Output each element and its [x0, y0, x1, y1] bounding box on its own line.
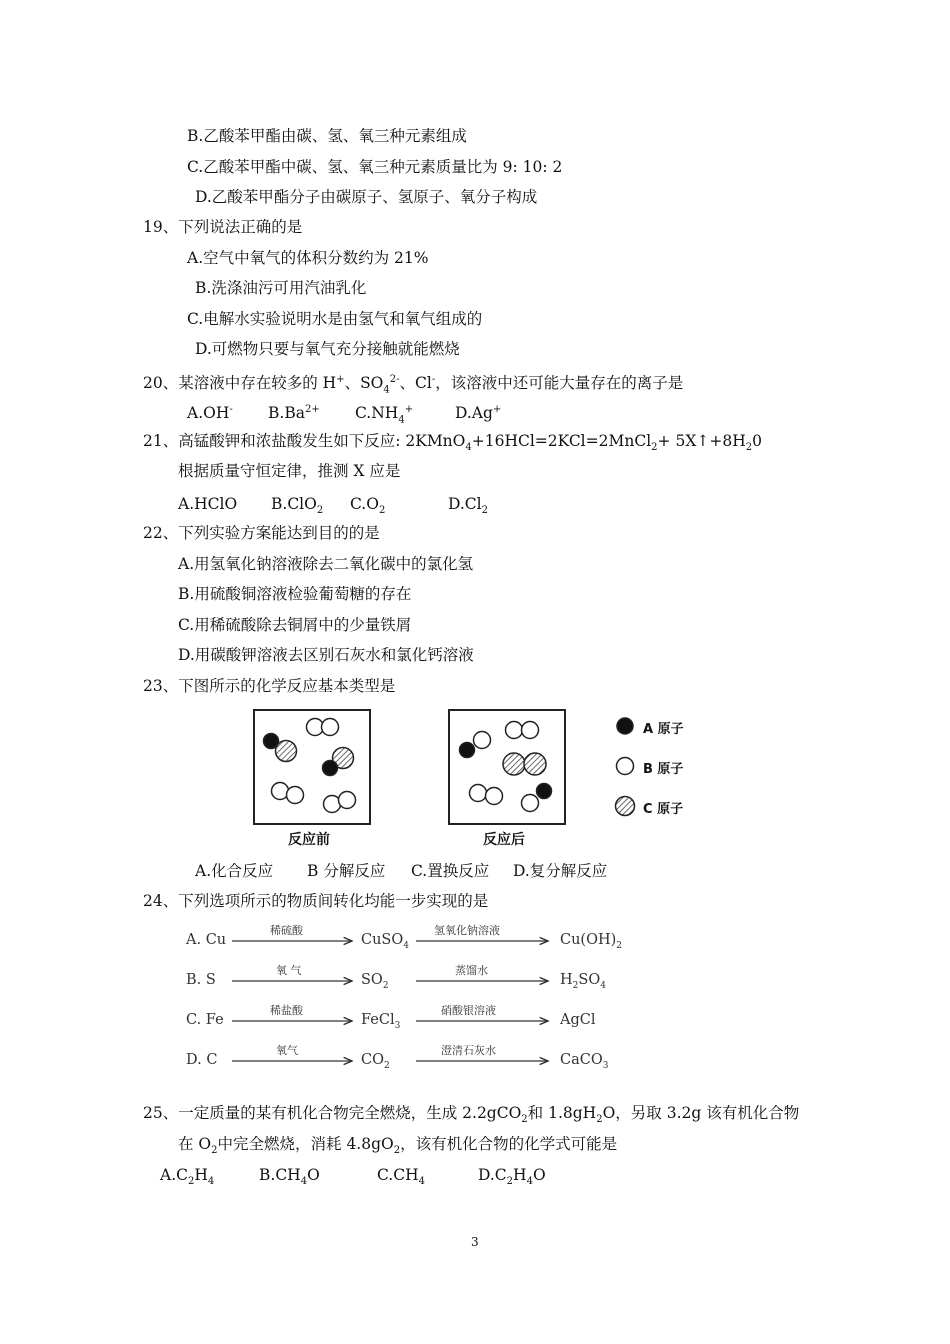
q21-stem-line2: 根据质量守恒定律，推测 X 应是 [178, 462, 401, 480]
after-label: 反应后 [483, 832, 525, 848]
q24-b-end: $H_2SO_4$ [560, 972, 606, 991]
q25-stem-line2: 在 $O_2$中完全燃烧，消耗 $4.8gO_2$，该有机化合物的化学式可能是 [178, 1135, 618, 1157]
q18-option-b: B.乙酸苯甲酯由碳、氢、氧三种元素组成 [187, 127, 467, 145]
q25-option-b: $B.CH_4O$ [259, 1166, 320, 1188]
q19-stem: 19、下列说法正确的是 [143, 218, 303, 236]
q25-option-c: $C.CH_4$ [377, 1166, 425, 1188]
q24-b-mid: $SO_2$ [361, 972, 389, 991]
q24-c-start: C. Fe [186, 1012, 224, 1028]
q21-option-a: A.HClO [178, 495, 238, 513]
q24-c-mid: FeCl$_3$ [361, 1012, 401, 1031]
q19-option-d: D.可燃物只要与氧气充分接触就能燃烧 [195, 340, 460, 358]
q24-d-start: D. C [186, 1052, 218, 1068]
q21-option-d: $D.Cl_2$ [448, 495, 488, 517]
legend-c-label: C 原子 [643, 802, 684, 817]
q24-a-reagent1: 稀硫酸 [270, 924, 303, 937]
q24-d-reagent2: 澄清石灰水 [441, 1044, 496, 1057]
q24-b-reagent2: 蒸馏水 [455, 964, 488, 977]
q24-a-start: A. Cu [186, 932, 227, 948]
q23-option-b: B 分解反应 [307, 862, 386, 880]
legend-b-label: B 原子 [643, 762, 684, 777]
q23-option-c: C.置换反应 [411, 862, 490, 880]
q23-option-a: A.化合反应 [195, 862, 274, 880]
q19-option-c: C.电解水实验说明水是由氢气和氧气组成的 [187, 310, 483, 328]
q24-b-reagent1: 氧 气 [276, 964, 302, 977]
q24-d-mid: $CO_2$ [361, 1052, 390, 1071]
q19-option-a: A.空气中氧气的体积分数约为 21% [187, 249, 429, 267]
q24-d-reagent1: 氧气 [276, 1044, 298, 1057]
q20-option-b: $B.Ba^{2+}$ [268, 404, 320, 423]
q24-a-end: $Cu(OH)_2$ [560, 932, 623, 951]
q20-option-d: D.Ag+ [455, 404, 502, 423]
q20-option-c: $C.NH_4^+$ [355, 404, 414, 426]
q25-option-d: $D.C_2H_4O$ [478, 1166, 546, 1188]
before-label: 反应前 [288, 832, 330, 848]
q20-option-a: A.OH- [187, 404, 233, 423]
q22-option-a: A.用氢氧化钠溶液除去二氧化碳中的氯化氢 [178, 555, 474, 573]
q18-option-d: D.乙酸苯甲酯分子由碳原子、氢原子、氧分子构成 [195, 188, 538, 206]
q24-b-start: B. S [186, 972, 216, 988]
q22-stem: 22、下列实验方案能达到目的的是 [143, 524, 380, 542]
q19-option-b: B.洗涤油污可用汽油乳化 [195, 279, 367, 297]
q22-option-b: B.用硫酸铜溶液检验葡萄糖的存在 [178, 585, 412, 603]
q24-c-reagent2: 硝酸银溶液 [441, 1004, 496, 1017]
q24-stem: 24、下列选项所示的物质间转化均能一步实现的是 [143, 892, 489, 910]
q18-option-c: C.乙酸苯甲酯中碳、氢、氧三种元素质量比为 9: 10: 2 [187, 158, 563, 176]
q22-option-c: C.用稀硫酸除去铜屑中的少量铁屑 [178, 616, 412, 634]
q23-option-d: D.复分解反应 [513, 862, 608, 880]
q20-stem: 20、某溶液中存在较多的 H+、$SO_4^{2-}$、Cl-，该溶液中还可能大量存在的离子是 [143, 374, 684, 396]
q25-stem-line1: 25、一定质量的某有机化合物完全燃烧，生成 2.2gCO$_2$和 $1.8gH_2O$，另取 3.2g 该有机化合物 [143, 1104, 800, 1126]
legend-a-label: A 原子 [643, 722, 684, 737]
q24-c-reagent1: 稀盐酸 [270, 1004, 303, 1017]
q23-stem: 23、下图所示的化学反应基本类型是 [143, 677, 396, 695]
page-number: 3 [471, 1235, 479, 1249]
q21-stem: 21、高锰酸钾和浓盐酸发生如下反应: 2KMnO$_4$+16HCl=2KCl=2MnCl$_2$+ $5X↑+8H_20$ [143, 432, 762, 454]
q24-c-end: AgCl [560, 1012, 596, 1028]
q22-option-d: D.用碳酸钾溶液去区别石灰水和氯化钙溶液 [178, 646, 474, 664]
q24-d-end: CaCO$_3$ [560, 1052, 609, 1071]
q24-a-mid: CuSO$_4$ [361, 932, 409, 951]
q25-option-a: $A.C_2H_4$ [160, 1166, 215, 1188]
q21-option-c: $C.O_2$ [350, 495, 386, 517]
q21-option-b: B.ClO$_2$ [271, 495, 324, 517]
q24-a-reagent2: 氢氧化钠溶液 [434, 924, 500, 937]
